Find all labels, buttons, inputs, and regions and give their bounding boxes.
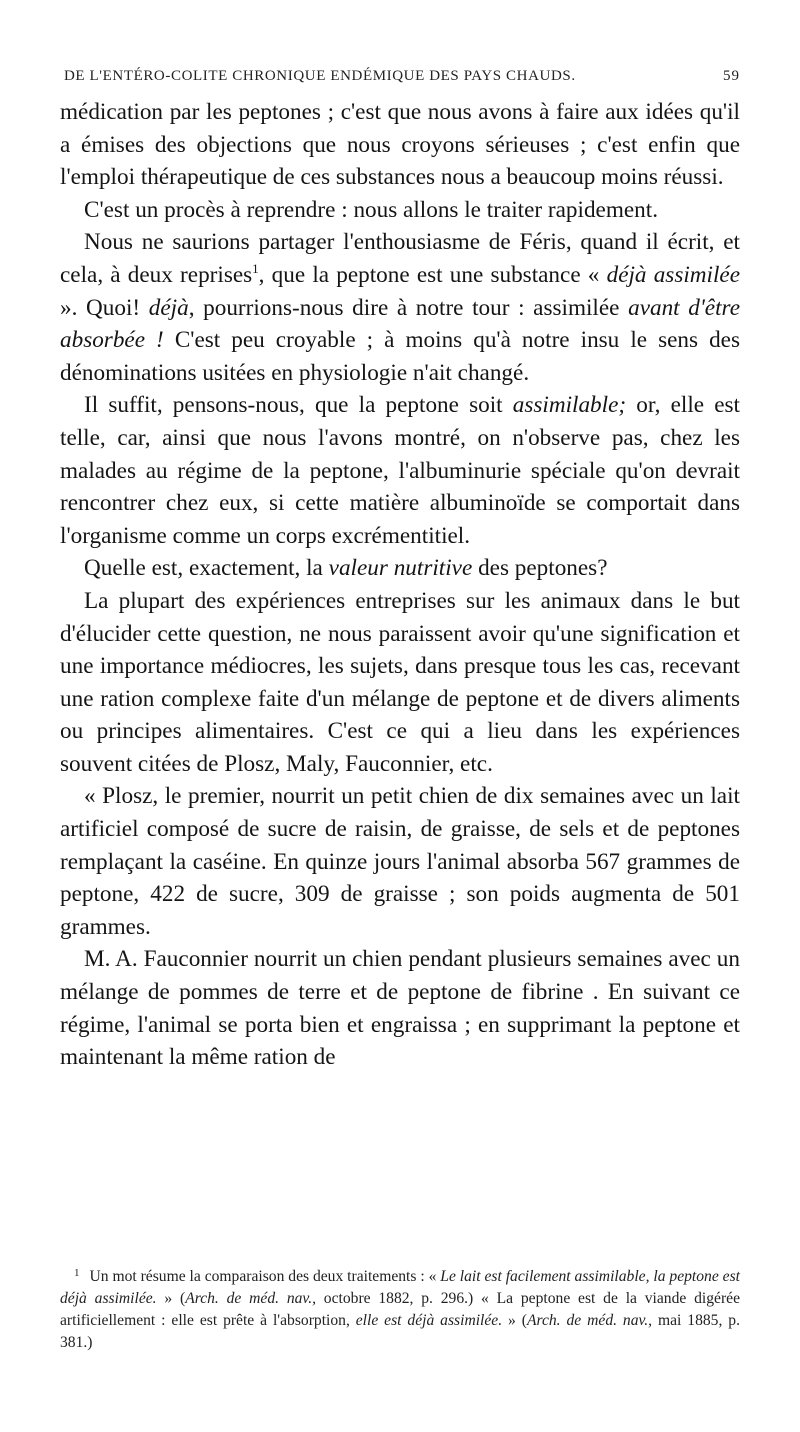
text-run: , pourrions-nous dire à notre tour : assimilée (188, 294, 629, 321)
italic-text: déjà (148, 294, 189, 321)
paragraph-text: C'est un procès à reprendre : nous allons le traiter rapidement. (84, 196, 659, 223)
paragraph-text: médication par les peptones ; c'est que nous avons à faire aux idées qu'il a émises des objections que nous croyons sérieuses ; c'est enfin que l'emploi thérapeutique de ces substances nous a beaucoup moins réussi. (60, 99, 740, 191)
book-page (60, 68, 740, 1074)
paragraph (60, 585, 740, 781)
text-run: Il suffit, pensons-nous, que la peptone soit (84, 392, 513, 419)
paragraph-text: M. A. Fauconnier nourrit un chien pendant plusieurs semaines avec un mélange de pommes de terre et de peptone de fibrine . En suivant ce régime, l'animal se porta bien et engraissa ; en supprimant la peptone et maintenant la même ration de (60, 946, 740, 1071)
italic-text: elle est déjà assimilée. (355, 1312, 503, 1329)
page-number: 59 (723, 68, 740, 84)
running-head (64, 68, 740, 90)
paragraph (60, 389, 740, 552)
italic-text: Le lait est facilement assimilable, la peptone est déjà assimilée. (60, 1268, 740, 1307)
paragraph (60, 943, 740, 1073)
text-run: mai 1885, p. 381.) (60, 1312, 740, 1351)
chapter-title: DE L'ENTÉRO-COLITE CHRONIQUE ENDÉMIQUE DES PAYS CHAUDS. (64, 68, 576, 84)
text-run: or, elle est telle, car, ainsi que nous l'avons montré, on n'observe pas, chez les malades au régime de la peptone, l'albuminurie spéciale qu'on devrait rencontrer chez eux, si cette matière albuminoïde se comportait dans l'organisme comme un corps excrémentitiel. (60, 392, 740, 549)
text-run: » ( (156, 1290, 186, 1307)
text-run: , que la peptone est une substance « (258, 261, 607, 288)
body-text (60, 96, 740, 1074)
footnote-reference: 1 (252, 260, 259, 276)
text-run: C'est peu croyable ; à moins qu'à notre insu le sens des dénominations usitées en physiologie n'ait changé. (60, 327, 740, 386)
text-run: octobre 1882, p. 296.) « La peptone est de la viande digérée artificiellement : elle est prête à l'absorption, (60, 1290, 741, 1329)
text-run: Un mot résume la comparaison des deux traitements : « (89, 1268, 441, 1285)
paragraph-text: La plupart des expériences entreprises sur les animaux dans le but d'élucider cette question, ne nous paraissent avoir qu'une signification et une importance médiocres, les sujets, dans presque tous les cas, recevant une ration complexe faite d'un mélange de peptone et de divers aliments ou principes alimentaires. C'est ce qui a lieu dans les expériences souvent citées de Plosz, Maly, Fauconnier, etc. (60, 587, 740, 777)
paragraph (60, 96, 740, 194)
text-run: Nous ne saurions partager l'enthousiasme de Féris, quand il écrit, et cela, à deux reprises (60, 229, 740, 288)
italic-text: Arch. de méd. nav., (526, 1312, 653, 1329)
text-run: Quelle est, exactement, la (84, 555, 329, 582)
italic-text: Arch. de méd. nav., (185, 1290, 316, 1307)
footnote (60, 1262, 740, 1354)
italic-text: déjà assimilée (606, 261, 741, 288)
text-run: ». Quoi! (60, 294, 149, 321)
italic-text: valeur nutritive (328, 555, 473, 582)
paragraph (60, 194, 740, 227)
italic-text: assimilable; (512, 392, 627, 419)
paragraph (60, 226, 740, 389)
italic-text: avant d'être absorbée ! (60, 294, 740, 354)
paragraph (60, 780, 740, 943)
footnote-mark: 1 (74, 1267, 80, 1279)
text-run: » ( (502, 1312, 527, 1329)
paragraph-text: « Plosz, le premier, nourrit un petit chien de dix semaines avec un lait artificiel composé de sucre de raisin, de graisse, de sels et de peptones remplaçant la caséine. En quinze jours l'animal absorba 567 grammes de peptone, 422 de sucre, 309 de graisse ; son poids augmenta de 501 grammes. (60, 783, 740, 940)
text-run: des peptones? (472, 555, 608, 582)
paragraph (60, 552, 740, 585)
